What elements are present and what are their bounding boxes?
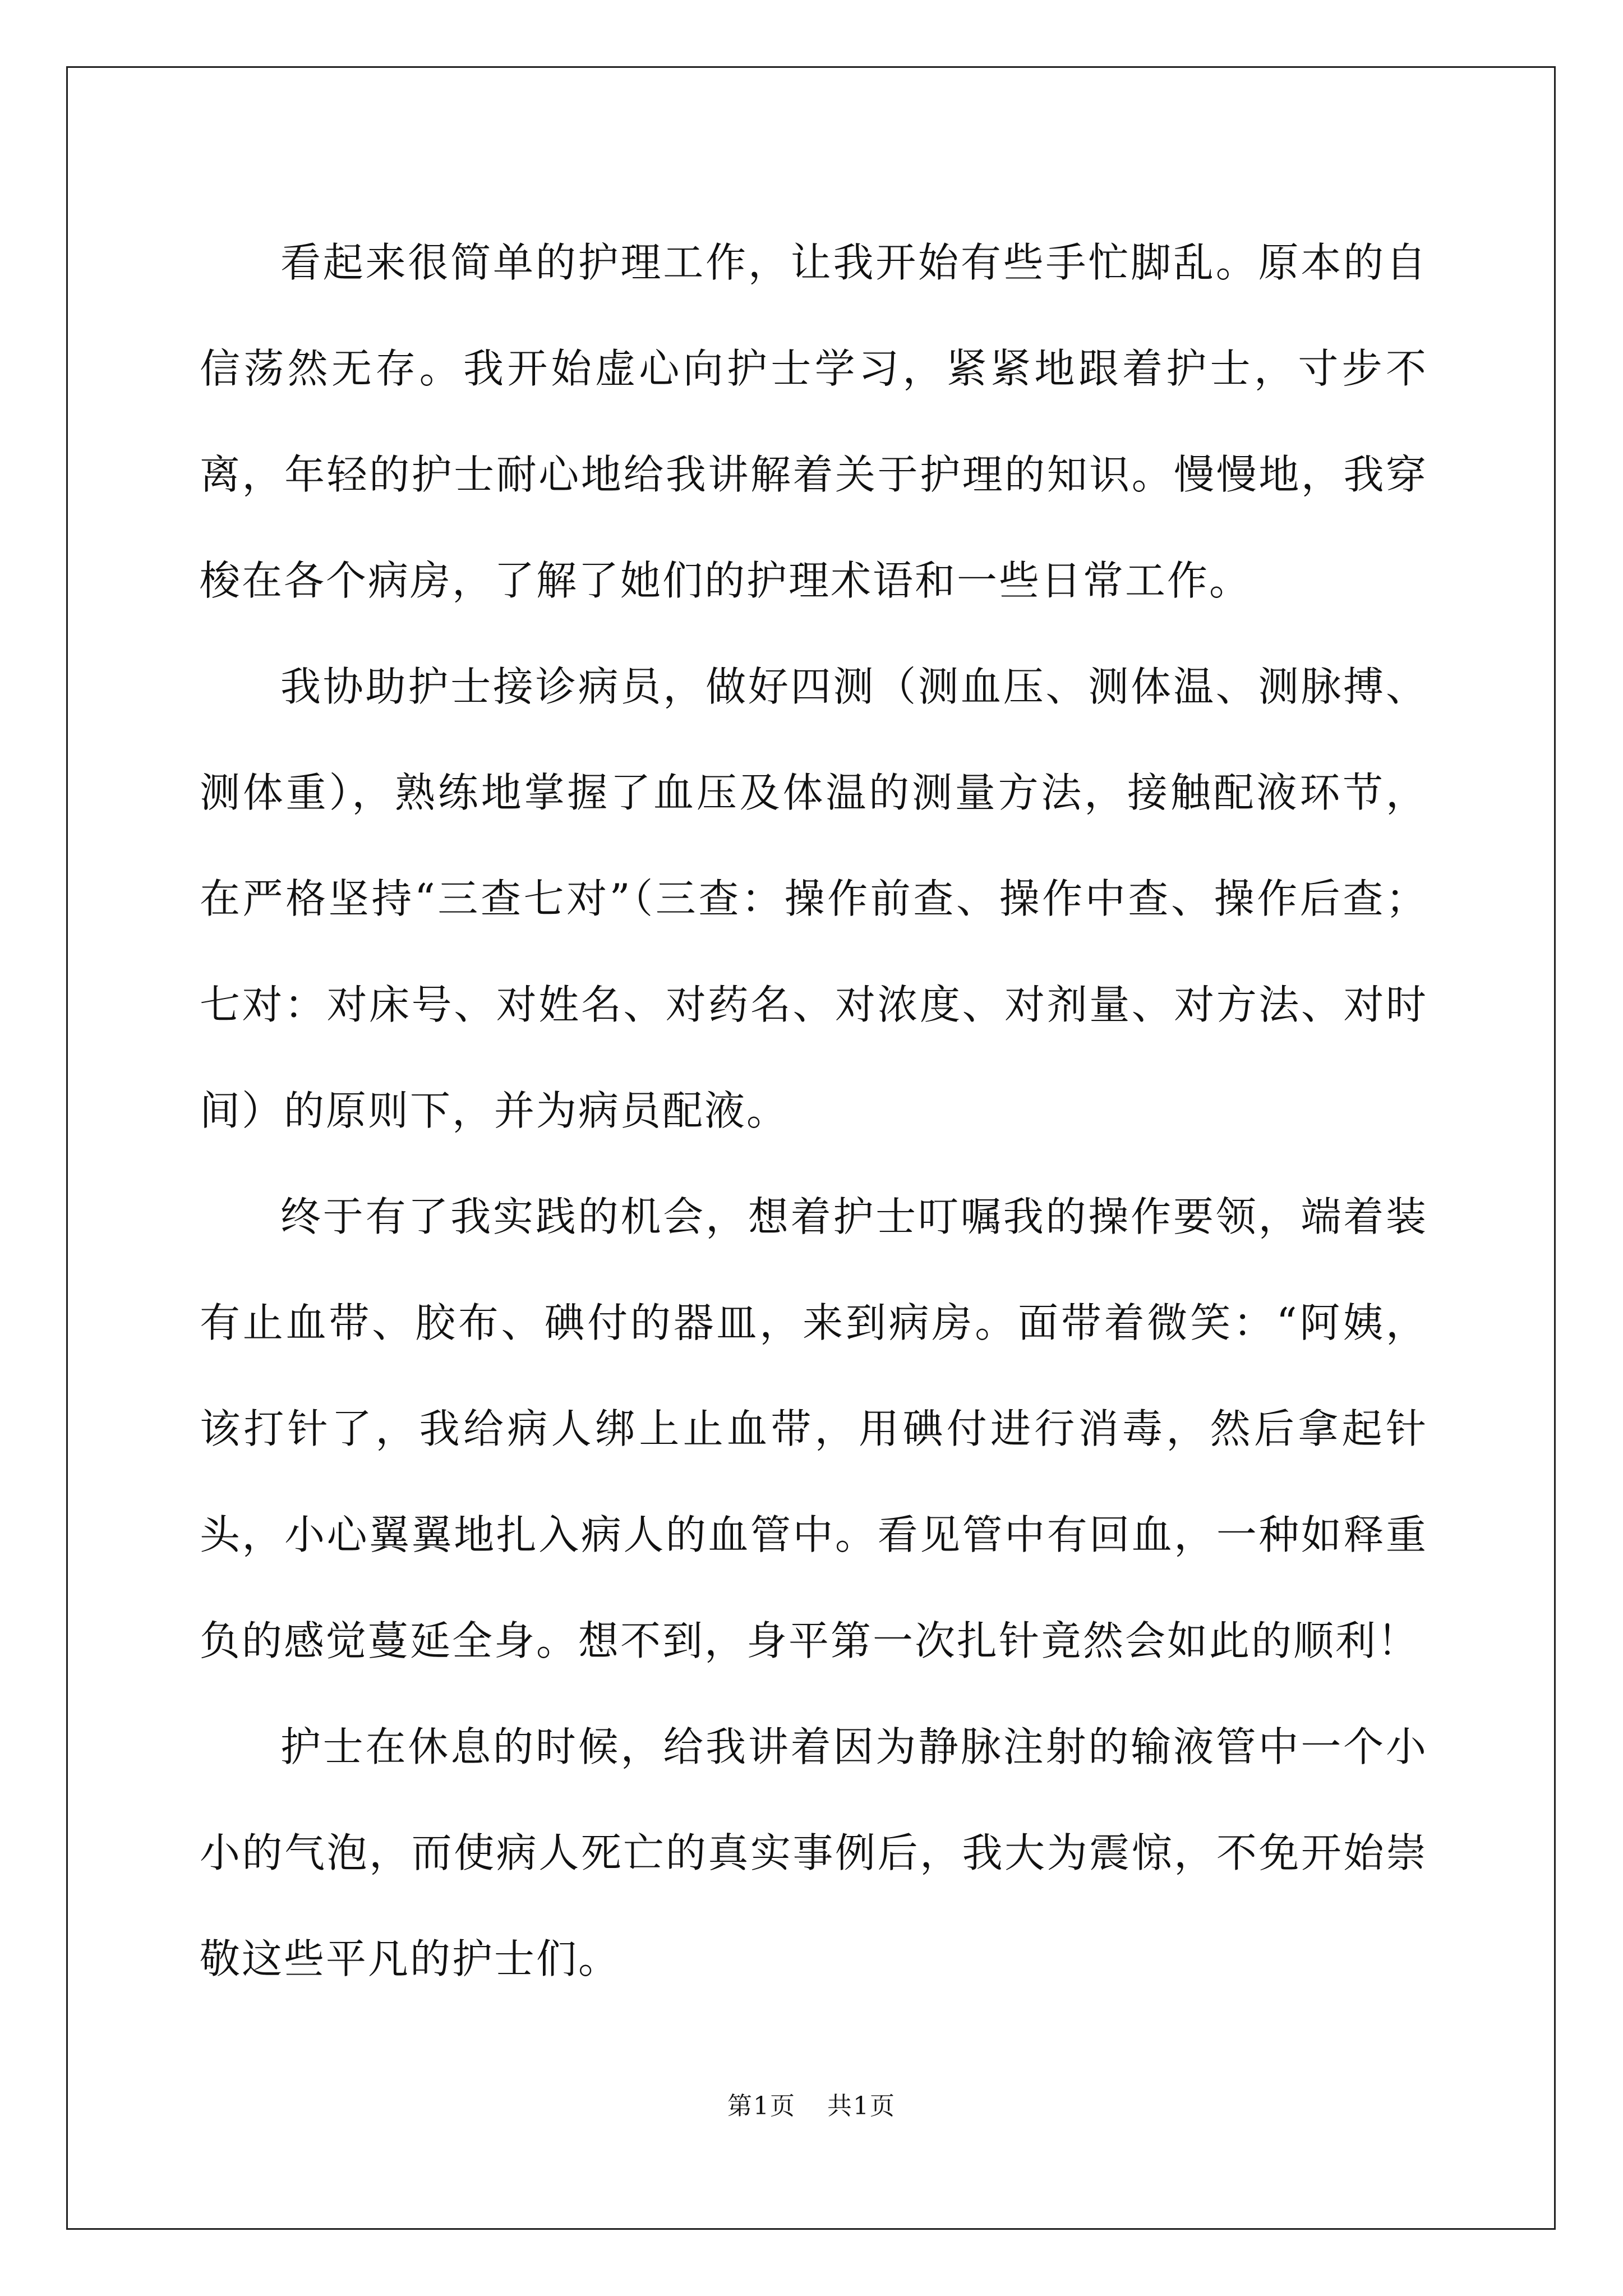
paragraph: 终于有了我实践的机会，想着护士叮嘱我的操作要领，端着装有止血带、胶布、碘付的器皿，来到病房。面带着微笑：“阿姨，该打针了，我给病人绑上止血带，用碘付进行消毒，然后拿起针头，小心翼翼地扎入病人的血管中。看见管中有回血，一种如释重负的感觉蔓延全身。想不到，身平第一次扎针竟然会如此的顺利！ [200,1193,1428,1664]
paragraph: 看起来很简单的护理工作，让我开始有些手忙脚乱。原本的自信荡然无存。我开始虚心向护士学习，紧紧地跟着护士，寸步不离，年轻的护士耐心地给我讲解着关于护理的知识。慢慢地，我穿梭在各个病房，了解了她们的护理术语和一些日常工作。 [200,239,1428,604]
page-total: 共1页 [827,2092,896,2120]
paragraph: 护士在休息的时候，给我讲着因为静脉注射的输液管中一个小小的气泡，而使病人死亡的真实事例后，我大为震惊，不免开始崇敬这些平凡的护士们。 [200,1723,1428,1982]
paragraph: 我协助护士接诊病员，做好四测（测血压、测体温、测脉搏、测体重），熟练地掌握了血压及体温的测量方法，接触配液环节，在严格坚持“三查七对”（三查：操作前查、操作中查、操作后查；七对：对床号、对姓名、对药名、对浓度、对剂量、对方法、对时间）的原则下，并为病员配液。 [200,663,1428,1134]
document-body [200,210,1428,2012]
page-number: 第1页 [727,2092,796,2120]
page-footer [0,2090,1623,2123]
